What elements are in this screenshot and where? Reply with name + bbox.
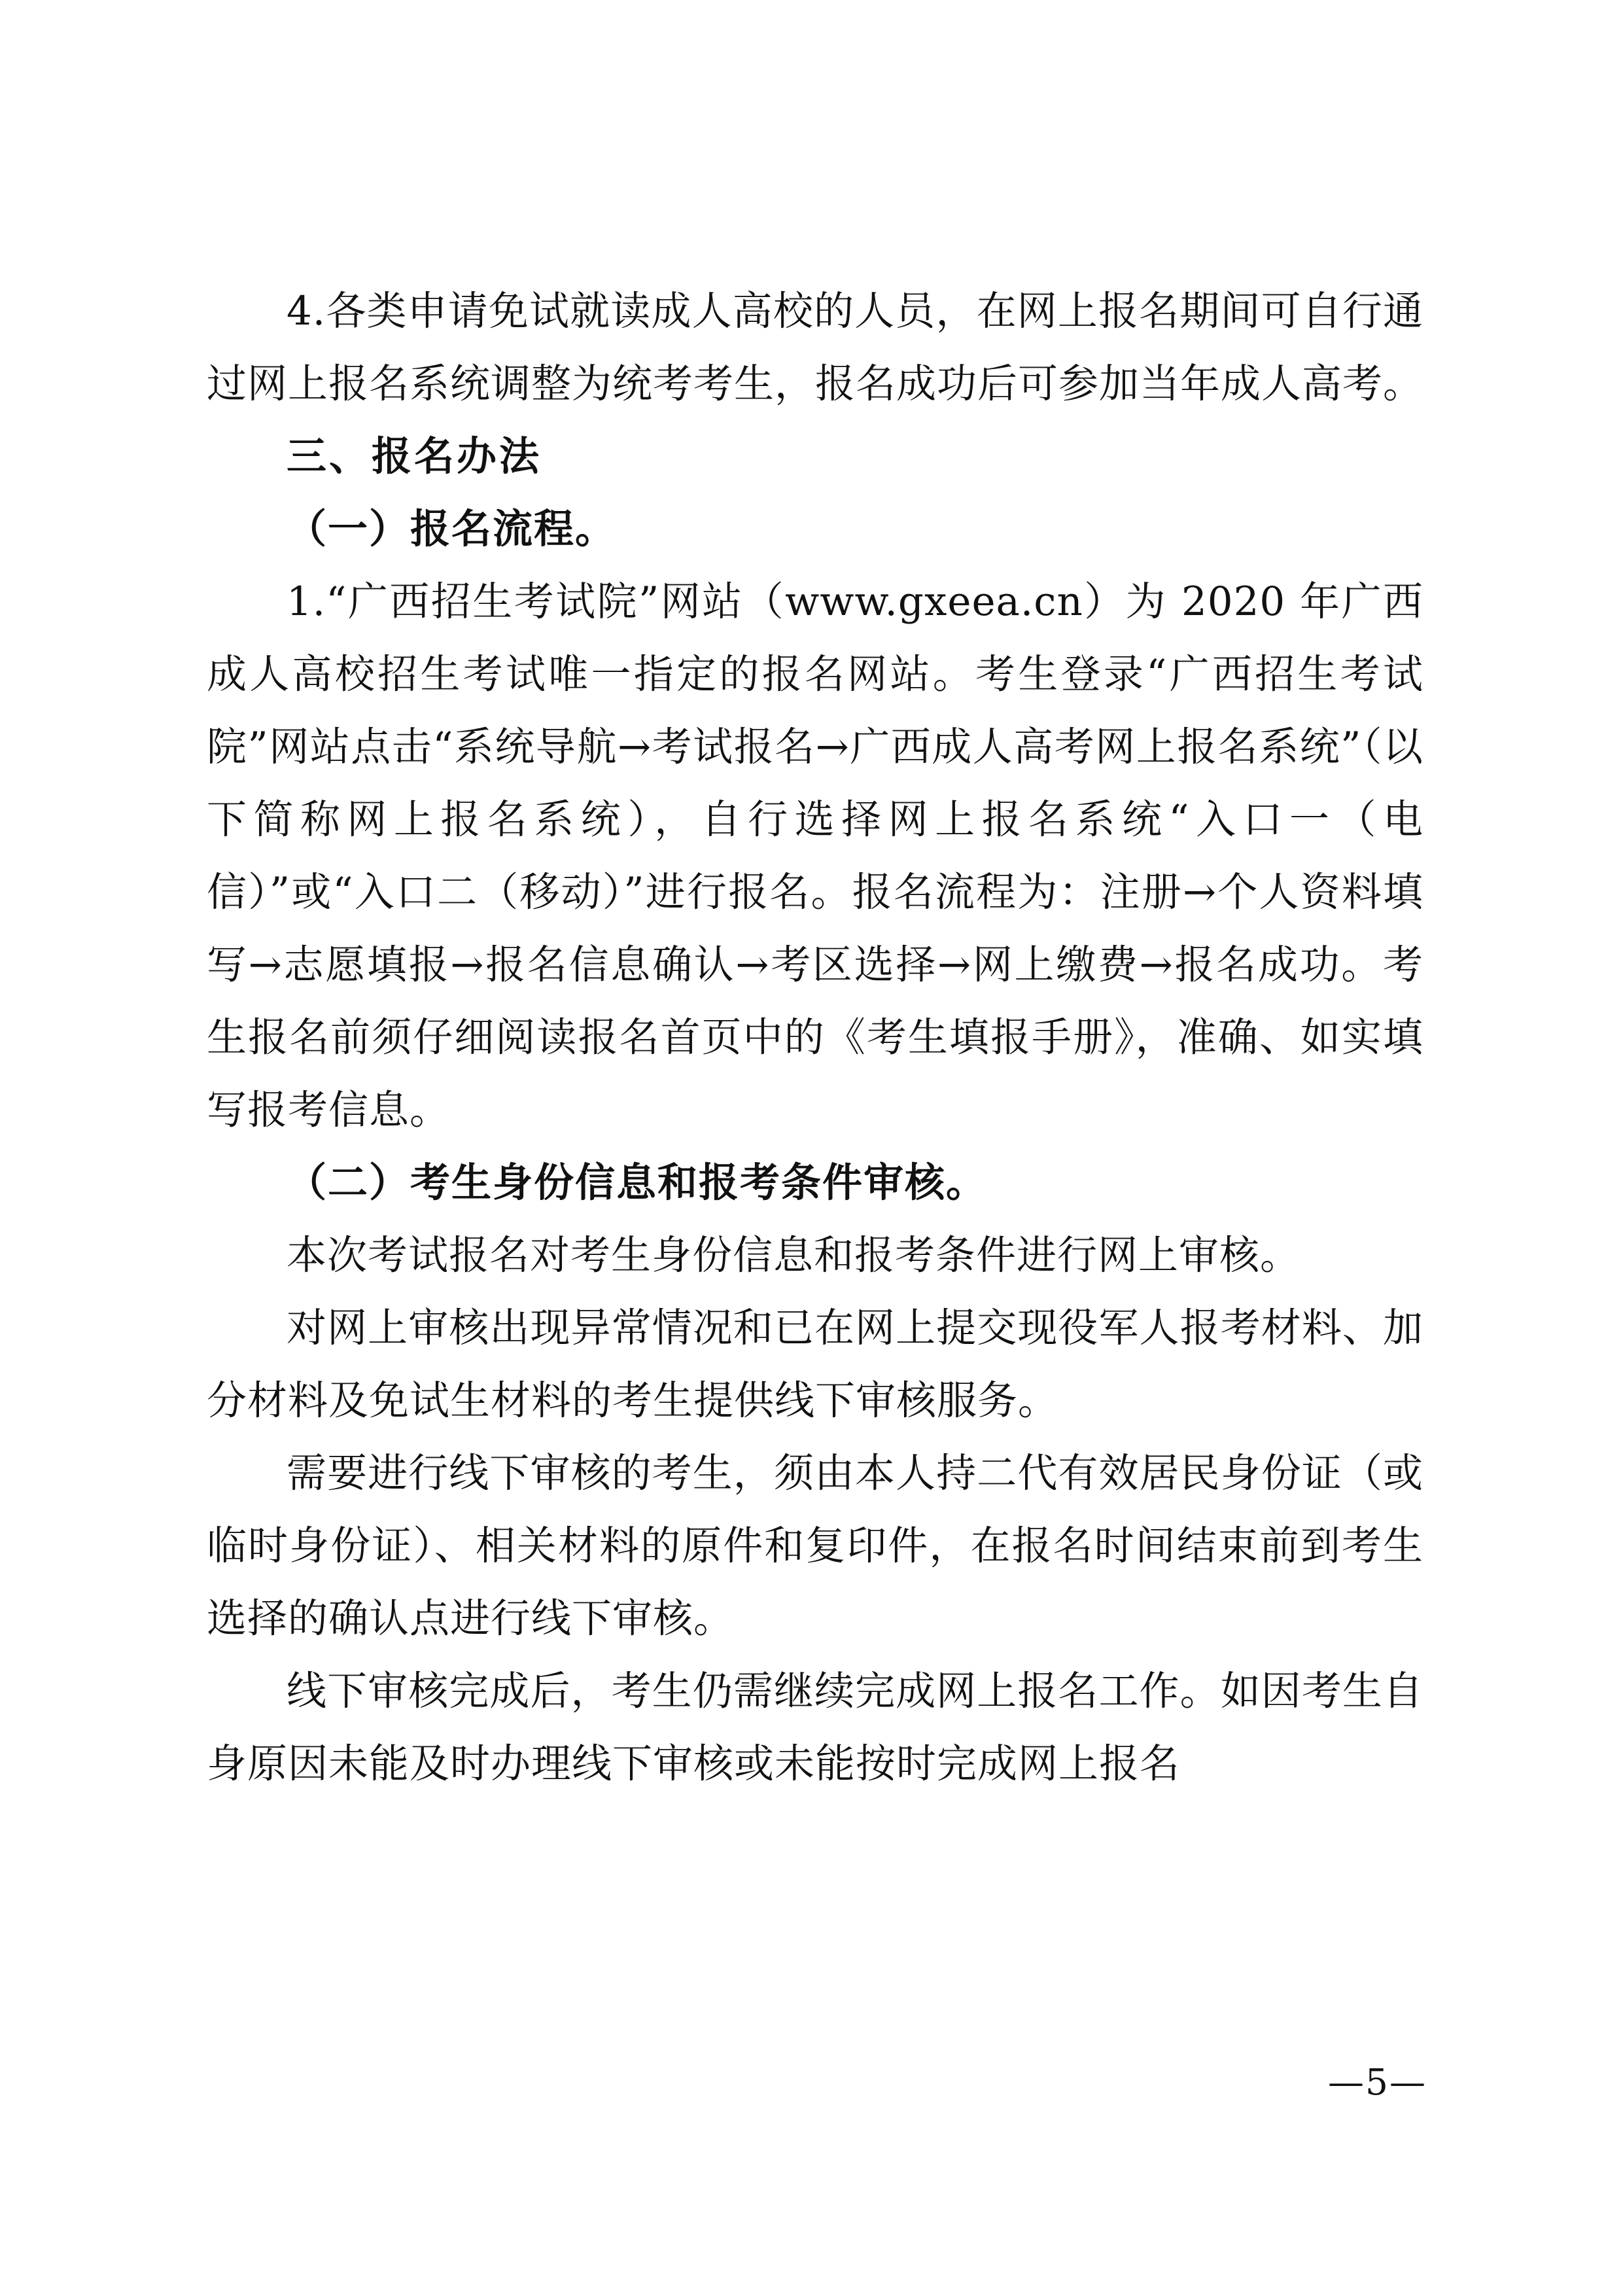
page-number: —5— bbox=[1328, 2061, 1427, 2103]
paragraph-item-4: 4.各类申请免试就读成人高校的人员，在网上报名期间可自行通过网上报名系统调整为统考考生，报名成功后可参加当年成人高考。 bbox=[207, 288, 1424, 407]
section-heading-3: 三、报名办法 bbox=[287, 433, 542, 480]
subsection-heading-2: （二）考生身份信息和报考条件审核。 bbox=[287, 1159, 988, 1206]
paragraph-body-3: 需要进行线下审核的考生，须由本人持二代有效居民身份证（或临时身份证）、相关材料的原件和复印件，在报名时间结束前到考生选择的确认点进行线下审核。 bbox=[207, 1450, 1423, 1642]
paragraph-item-1: 1.“广西招生考试院”网站（www.gxeea.cn）为 2020 年广西成人高校招生考试唯一指定的报名网站。考生登录“广西招生考试院”网站点击“系统导航→考试报名→广西成人高考网上报名系统”（以下简称网上报名系统），自行选择网上报名系统“入口一（电信）”或“入口二（移动）”进行报名。报名流程为：注册→个人资料填写→志愿填报→报名信息确认→考区选择→网上缴费→报名成功。考生报名前须仔细阅读报名首页中的《考生填报手册》，准确、如实填写报考信息。 bbox=[207, 578, 1423, 1133]
paragraph-body-4: 线下审核完成后，考生仍需继续完成网上报名工作。如因考生自身原因未能及时办理线下审核或未能按时完成网上报名 bbox=[207, 1668, 1423, 1787]
paragraph-body-1: 本次考试报名对考生身份信息和报考条件进行网上审核。 bbox=[287, 1232, 1301, 1279]
subsection-heading-1: （一）报名流程。 bbox=[287, 506, 617, 552]
paragraph-body-2: 对网上审核出现异常情况和已在网上提交现役军人报考材料、加分材料及免试生材料的考生提供线下审核服务。 bbox=[207, 1305, 1423, 1424]
document-body bbox=[207, 275, 1423, 1800]
